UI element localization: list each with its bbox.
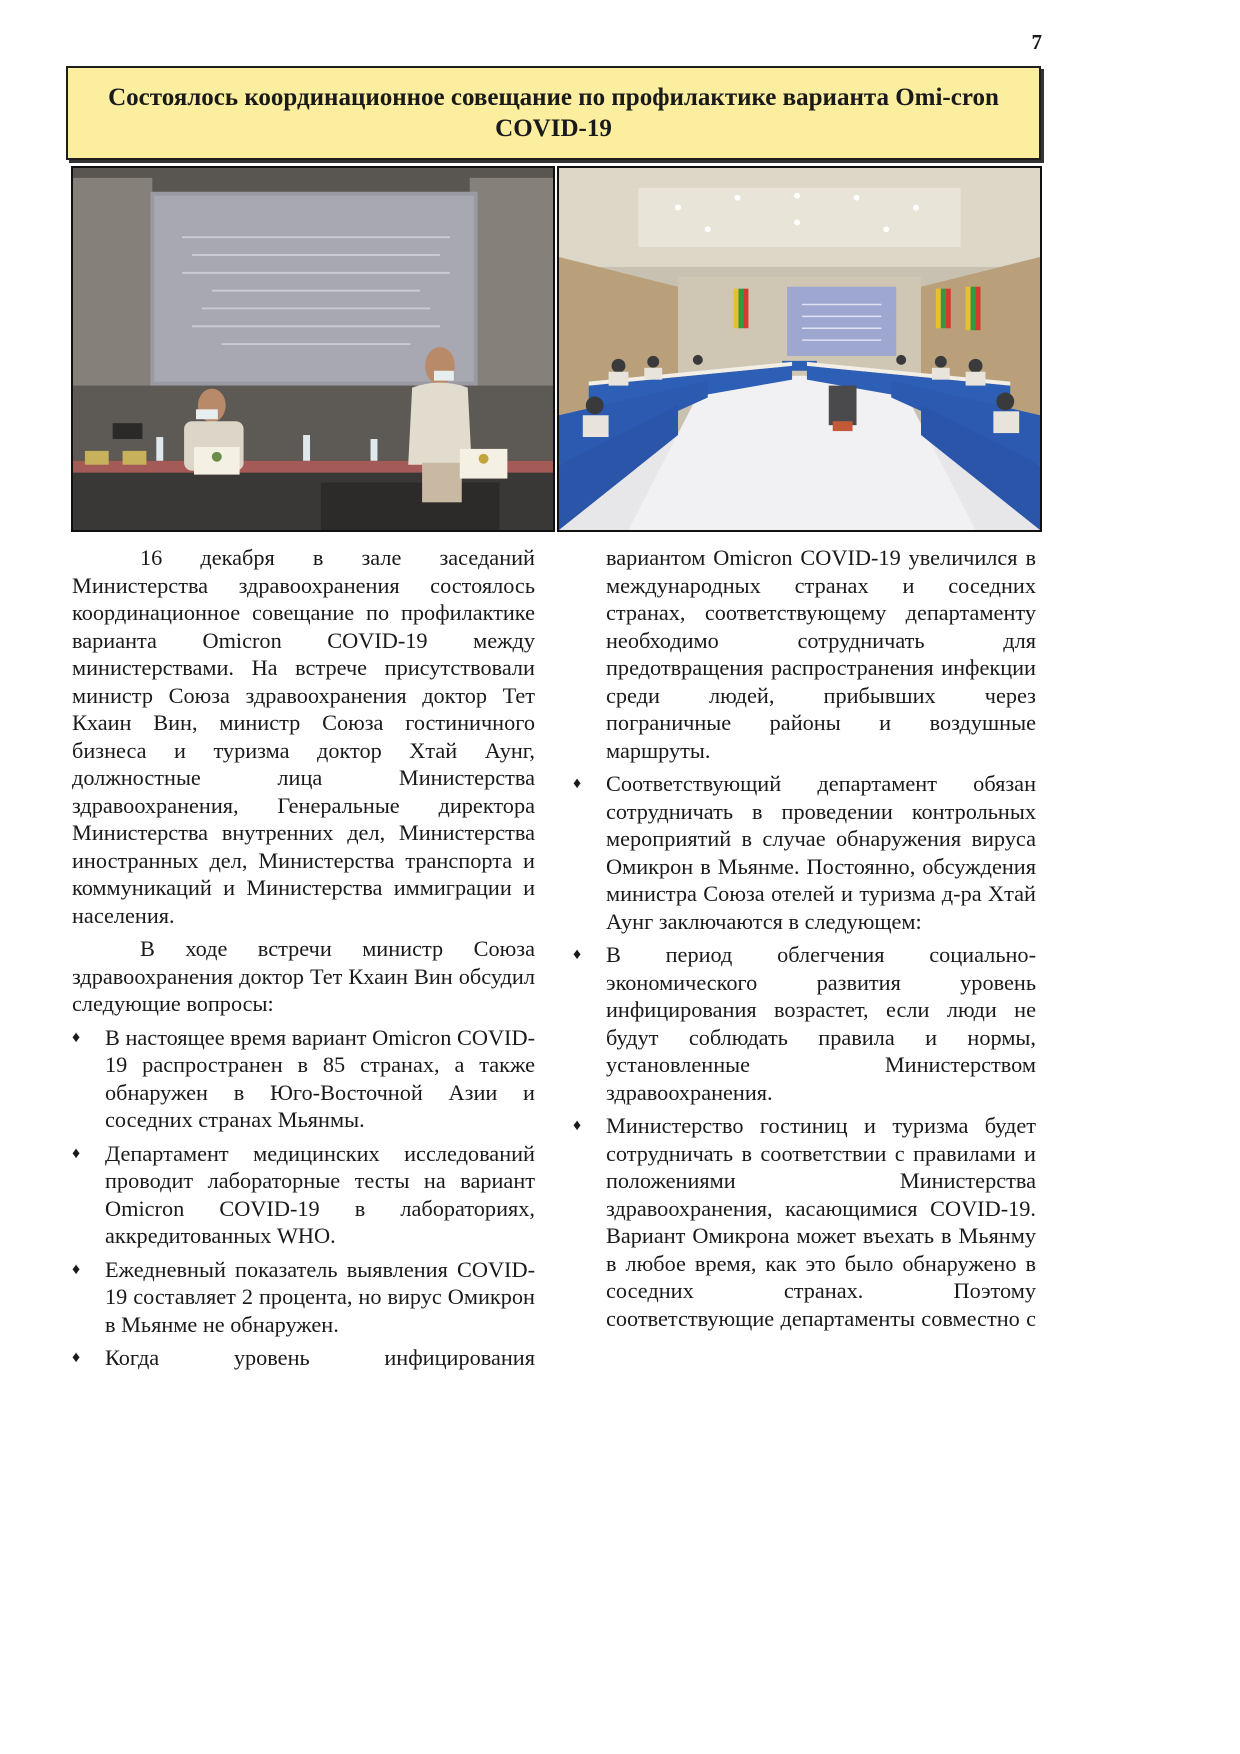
list-item <box>72 1140 535 1250</box>
bullet-diamond-icon: ♦ <box>573 946 582 963</box>
list-item <box>72 1344 535 1372</box>
bullet-diamond-icon: ♦ <box>72 1260 81 1278</box>
article-column-right <box>573 544 1036 1338</box>
bullet-diamond-icon: ♦ <box>573 1117 582 1134</box>
list-item-text: В период облегчения социально-экономического развития уровень инфицирования возрастет, если люди не будут соблюдать правила и нормы, установленные Министерством здравоохранения. <box>606 942 1036 1105</box>
bullet-diamond-icon: ♦ <box>573 775 582 792</box>
bullet-diamond-icon: ♦ <box>72 1028 81 1046</box>
list-item-text: В настоящее время вариант Omicron COVID-19 распространен в 85 странах, а также обнаружен в Юго-Восточной Азии и соседних странах Мьянмы. <box>105 1024 535 1132</box>
bullet-diamond-icon: ♦ <box>72 1144 81 1162</box>
list-item-text: Соответствующий департамент обязан сотрудничать в проведении контрольных мероприятий в случае обнаружения вируса Омикрон в Мьянме. Постоянно, обсуждения министра Союза отелей и туризма д-ра Хтай Аунг заключаются в следующем: <box>606 771 1036 934</box>
list-item-text: Когда уровень инфицирования <box>105 1345 535 1370</box>
paragraph-intro: 16 декабря в зале заседаний Министерства здравоохранения состоялось координационное совещание по профилактике варианта Omicron COVID-19 между министерствами. На встрече присутствовали министр Союза здравоохранения доктор Тет Кхаин Вин, министр Союза гостиничного бизнеса и туризма доктор Хтай Аунг, должностные лица Министерства здравоохранения, Генеральные директора Министерства внутренних дел, Министерства иностранных дел, Министерства транспорта и коммуникаций и Министерства иммиграции и населения. <box>72 545 535 928</box>
paragraph-discussion-intro: В ходе встречи министр Союза здравоохранения доктор Тет Кхаин Вин обсудил следующие вопросы: <box>72 936 535 1016</box>
list-item-text: Ежедневный показатель выявления COVID-19 составляет 2 процента, но вирус Омикрон в Мьянме не обнаружен. <box>105 1256 535 1337</box>
article-column-left <box>72 544 535 1378</box>
list-item-text: Департамент медицинских исследований проводит лабораторные тесты на вариант Omicron COVID-19 в лабораториях, аккредитованных WHO. <box>105 1140 535 1248</box>
paragraph-continuation: вариантом Omicron COVID-19 увеличился в международных странах и соседних странах, соответствующему департаменту необходимо сотрудничать для предотвращения распространения инфекции среди людей, прибывших через пограничные районы и воздушные маршруты. <box>606 545 1036 763</box>
list-item <box>573 941 1036 1106</box>
list-item-text: Министерство гостиниц и туризма будет сотрудничать в соответствии с правилами и положениями Министерства здравоохранения, касающимися COVID-19. Вариант Омикрона может въехать в Мьянму в любое время, как это было обнаружено в соседних странах. Поэтому соответствующие департаменты совместно с <box>606 1113 1036 1331</box>
page-number: 7 <box>1031 30 1042 54</box>
list-item <box>573 1112 1036 1332</box>
list-item <box>573 770 1036 935</box>
article-title: Состоялось координационное совещание по профилактике варианта Omi-cron COVID-19 <box>108 84 999 142</box>
list-item <box>72 1024 535 1134</box>
meeting-photo-conference-hall <box>557 166 1042 532</box>
bullet-diamond-icon: ♦ <box>72 1349 81 1366</box>
article-title-box <box>66 66 1041 160</box>
meeting-photo-speaker <box>71 166 555 532</box>
list-item <box>72 1256 535 1339</box>
